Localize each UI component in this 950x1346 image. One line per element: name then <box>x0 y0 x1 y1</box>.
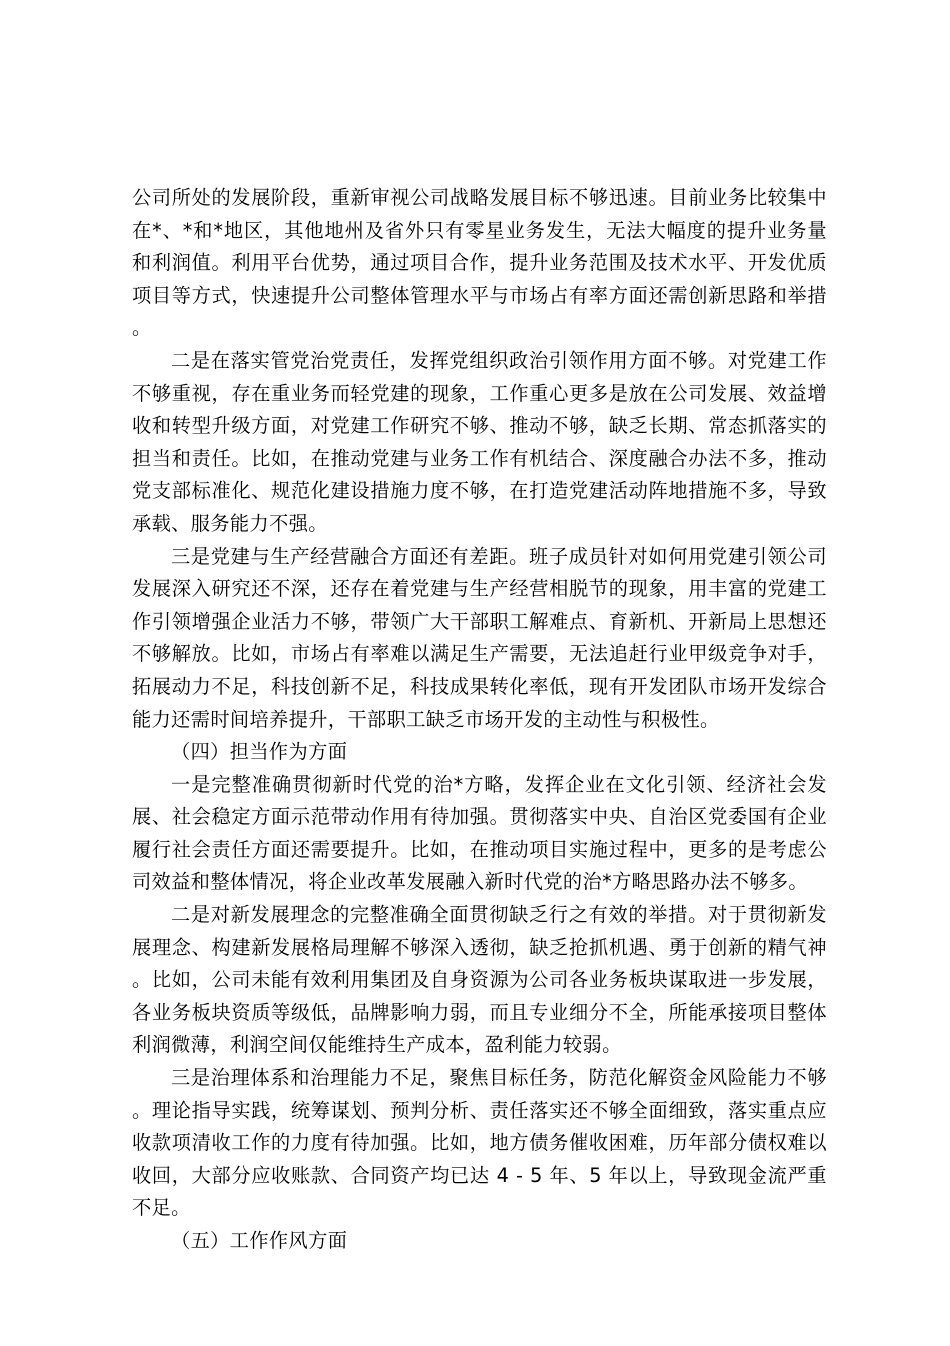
paragraph-governance-capability: 三是治理体系和治理能力不足，聚焦目标任务，防范化解资金风险能力不够。理论指导实践，统筹谋划、预判分析、责任落实还不够全面细致，落实重点应收款项清收工作的力度有待加强。比如，地方债务催收困难，历年部分债权难以收回，大部分应收账款、合同资产均已达 4 - 5 年、5 年以上，导致现金流严重不足。 <box>132 1066 827 1220</box>
paragraph-party-responsibility: 二是在落实管党治党责任，发挥党组织政治引领作用方面不够。对党建工作不够重视，存在重业务而轻党建的现象，工作重心更多是放在公司发展、效益增收和转型升级方面，对党建工作研究不够、推动不够，缺乏长期、常态抓落实的担当和责任。比如，在推动党建与业务工作有机结合、深度融合办法不多，推动党支部标准化、规范化建设措施力度不够，在打造党建活动阵地措施不多，导致承载、服务能力不强。 <box>132 348 827 535</box>
document-body <box>132 182 827 1258</box>
section-heading-4: （四）担当作为方面 <box>171 740 348 764</box>
paragraph-party-production-integration: 三是党建与生产经营融合方面还有差距。班子成员针对如何用党建引领公司发展深入研究还不深，还存在着党建与生产经营相脱节的现象，用丰富的党建工作引领增强企业活力不够，带领广大干部职工解难点、育新机、开新局上思想还不够解放。比如，市场占有率难以满足生产需要，无法追赶行业甲级竞争对手，拓展动力不足，科技创新不足，科技成果转化率低，现有开发团队市场开发综合能力还需时间培养提升，干部职工缺乏市场开发的主动性与积极性。 <box>132 544 827 731</box>
paragraph-governance-strategy: 一是完整准确贯彻新时代党的治*方略，发挥企业在文化引领、经济社会发展、社会稳定方面示范带动作用有待加强。贯彻落实中央、自治区党委国有企业履行社会责任方面还需要提升。比如，在推动项目实施过程中，更多的是考虑公司效益和整体情况，将企业改革发展融入新时代党的治*方略思路办法不够多。 <box>132 772 827 894</box>
section-heading-5: （五）工作作风方面 <box>171 1229 348 1252</box>
paragraph-continuation: 公司所处的发展阶段，重新审视公司战略发展目标不够迅速。目前业务比较集中在*、*和*地区，其他地州及省外只有零星业务发生，无法大幅度的提升业务量和利润值。利用平台优势，通过项目合作，提升业务范围及技术水平、开发优质项目等方式，快速提升公司整体管理水平与市场占有率方面还需创新思路和举措。 <box>132 186 827 340</box>
paragraph-new-development-concept: 二是对新发展理念的完整准确全面贯彻缺乏行之有效的举措。对于贯彻新发展理念、构建新发展格局理解不够深入透彻，缺乏抢抓机遇、勇于创新的精气神。比如，公司未能有效利用集团及自身资源为公司各业务板块谋取进一步发展，各业务板块资质等级低，品牌影响力弱，而且专业细分不全，所能承接项目整体利润微薄，利润空间仅能维持生产成本，盈利能力较弱。 <box>132 903 827 1057</box>
